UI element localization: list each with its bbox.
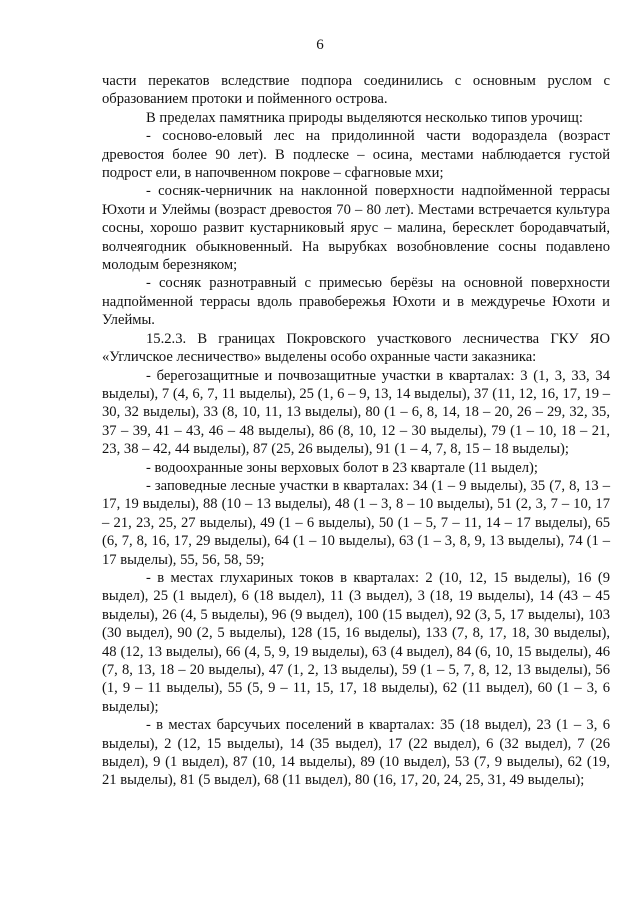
list-item-pine-spruce-forest: - сосново-еловый лес на придолинной части водораздела (возраст древостоя более 90 лет). В подлеске – осина, местами наблюдается густой подрост ели, в напочвенном покрове – сфагновые мхи;	[102, 128, 610, 182]
paragraph-continuation: части перекатов вследствие подпора соединились с основным руслом с образованием протоки и пойменного острова.	[102, 73, 610, 108]
list-item-reserved-forest-plots: - заповедные лесные участки в кварталах: 34 (1 – 9 выделы), 35 (7, 8, 13 – 17, 19 выделы), 88 (10 – 13 выделы), 48 (1 – 3, 8 – 10 выделы), 51 (2, 3, 7 – 10, 17 – 21, 23, 25, 27 выделы), 49 (1 – 6 выделы), 50 (1 – 5, 7 – 11, 14 – 17 выделы), 65 (6, 7, 8, 16, 17, 29 выделы), 64 (1 – 10 выделы), 63 (1 – 3, 8, 9, 13 выделы), 74 (1 – 17 выделы), 55, 56, 58, 59;	[102, 477, 610, 568]
list-item-badger-settlements: - в местах барсучьих поселений в кварталах: 35 (18 выдел), 23 (1 – 3, 6 выделы), 2 (12, 15 выделы), 14 (35 выдел), 17 (22 выдел), 6 (32 выдел), 7 (26 выдел), 9 (1 выдел), 87 (10, 14 выделы), 89 (10 выдел), 53 (7, 9 выделы), 62 (19, 21 выделы), 81 (5 выдел), 68 (11 выдел), 80 (16, 17, 20, 24, 25, 31, 49 выделы);	[102, 717, 610, 789]
list-item-bog-water-protection: - водоохранные зоны верховых болот в 23 квартале (11 выдел);	[146, 459, 538, 476]
list-item-pine-blueberry: - сосняк-черничник на наклонной поверхности надпойменной террасы Юхоти и Улеймы (возраст древостоя 70 – 80 лет). Местами встречается культура сосны, хорошо развит кустарниковый ярус – малина, бересклет бородавчатый, волчеягодник обыкновенный. На вырубках возобновление сосны подавлено молодым березняком;	[102, 183, 610, 274]
list-item-shore-soil-protection: - берегозащитные и почвозащитные участки в кварталах: 3 (1, 3, 33, 34 выделы), 7 (4, 6, 7, 11 выделы), 25 (1, 6 – 9, 13, 14 выделы), 37 (11, 12, 16, 17, 19 – 30, 32 выделы), 33 (8, 10, 11, 13 выделы), 80 (1 – 6, 8, 14, 18 – 20, 26 – 29, 32, 35, 37 – 39, 41 – 43, 46 – 48 выделы), 86 (8, 10, 12 – 30 выделы), 79 (1 – 10, 18 – 21, 23, 38 – 42, 44 выделы), 87 (25, 26 выделы), 91 (1 – 4, 7, 8, 15 – 18 выделы);	[102, 367, 610, 458]
list-item-capercaillie-leks: - в местах глухариных токов в кварталах: 2 (10, 12, 15 выделы), 16 (9 выдел), 25 (1 выдел), 6 (18 выдел), 11 (3 выдел), 3 (18, 19 выделы), 14 (43 – 45 выделы), 26 (4, 5 выделы), 96 (9 выдел), 100 (15 выдел), 92 (3, 5, 17 выделы), 103 (30 выдел), 90 (2, 5 выделы), 128 (15, 16 выделы), 133 (7, 8, 17, 18, 30 выделы), 48 (12, 13 выделы), 66 (4, 5, 9, 19 выделы), 63 (4 выдел), 84 (6, 10, 15 выделы), 46 (7, 8, 13, 18 – 20 выделы), 47 (1, 2, 13 выделы), 59 (1 – 5, 7, 8, 12, 13 выделы), 56 (1, 9 – 11 выделы), 55 (5, 9 – 11, 15, 17, 18 выделы), 62 (11 выдел), 60 (1 – 3, 6 выделы);	[102, 569, 610, 715]
paragraph-landscape-types-intro: В пределах памятника природы выделяются несколько типов урочищ:	[146, 109, 583, 126]
document-body	[102, 72, 610, 790]
page-number: 6	[316, 37, 324, 53]
list-item-pine-herbaceous: - сосняк разнотравный с примесью берёзы на основной поверхности надпойменной террасы вдоль правобережья Юхоти и в междуречье Юхоти и Улеймы.	[102, 275, 610, 329]
paragraph-section-15-2-3: 15.2.3. В границах Покровского участкового лесничества ГКУ ЯО «Угличское лесничество» выделены особо охранные части заказника:	[102, 330, 610, 366]
